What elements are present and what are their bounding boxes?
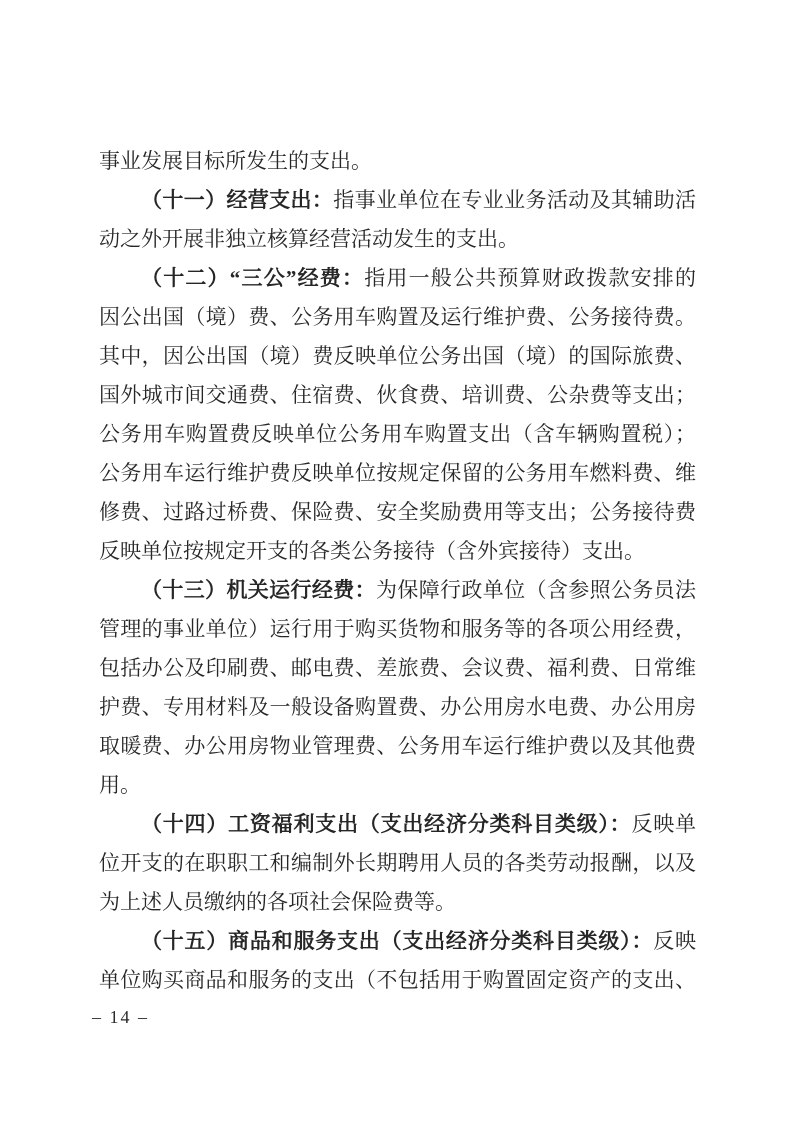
paragraph-text: 指事业单位在专业业务活动及其辅助活 xyxy=(333,188,696,212)
paragraph-text: 国外城市间交通费、住宿费、伙食费、培训费、公杂费等支出； xyxy=(99,383,696,407)
text-line xyxy=(99,259,696,298)
paragraph-text: 包括办公及印刷费、邮电费、差旅费、会议费、福利费、日常维 xyxy=(99,656,696,680)
text-line xyxy=(99,181,696,220)
text-line xyxy=(99,922,696,961)
paragraph-heading: （十二）“三公”经费： xyxy=(141,266,365,290)
paragraph-heading: （十四）工资福利支出（支出经济分类科目类级）： xyxy=(141,812,632,836)
paragraph-text: 取暖费、办公用房物业管理费、公务用车运行维护费以及其他费 xyxy=(99,734,696,758)
document-body xyxy=(99,142,696,1000)
paragraph-text: 公务用车运行维护费反映单位按规定保留的公务用车燃料费、维 xyxy=(99,461,696,485)
text-line xyxy=(99,493,696,532)
paragraph-text: 反映单 xyxy=(631,812,696,836)
text-line xyxy=(99,571,696,610)
paragraph-text: 动之外开展非独立核算经营活动发生的支出。 xyxy=(99,227,519,251)
paragraph-text: 为保障行政单位（含参照公务员法 xyxy=(375,578,696,602)
paragraph-heading: （十三）机关运行经费： xyxy=(141,578,376,602)
text-line xyxy=(99,805,696,844)
text-line xyxy=(99,727,696,766)
paragraph-text: 其中，因公出国（境）费反映单位公务出国（境）的国际旅费、 xyxy=(99,344,696,368)
text-line xyxy=(99,961,696,1000)
text-line xyxy=(99,649,696,688)
text-line xyxy=(99,337,696,376)
paragraph-text: 单位购买商品和服务的支出（不包括用于购置固定资产的支出、 xyxy=(99,968,696,992)
text-line xyxy=(99,220,696,259)
text-line xyxy=(99,415,696,454)
paragraph-text: 因公出国（境）费、公务用车购置及运行维护费、公务接待费。 xyxy=(99,305,696,329)
paragraph-text: 反映 xyxy=(653,929,696,953)
paragraph-text: 指用一般公共预算财政拨款安排的 xyxy=(364,266,696,290)
paragraph-text: 为上述人员缴纳的各项社会保险费等。 xyxy=(99,890,456,914)
paragraph-heading: （十一）经营支出： xyxy=(141,188,334,212)
text-line xyxy=(99,766,696,805)
text-line xyxy=(99,454,696,493)
text-line xyxy=(99,142,696,181)
paragraph-text: 修费、过路过桥费、保险费、安全奖励费用等支出；公务接待费 xyxy=(99,500,696,524)
text-line xyxy=(99,532,696,571)
text-line xyxy=(99,610,696,649)
paragraph-text: 管理的事业单位）运行用于购买货物和服务等的各项公用经费， xyxy=(99,617,696,641)
paragraph-text: 用。 xyxy=(99,773,141,797)
paragraph-text: 反映单位按规定开支的各类公务接待（含外宾接待）支出。 xyxy=(99,539,645,563)
paragraph-text: 事业发展目标所发生的支出。 xyxy=(99,149,372,173)
page-number: – 14 – xyxy=(92,1007,149,1027)
text-line xyxy=(99,298,696,337)
paragraph-text: 公务用车购置费反映单位公务用车购置支出（含车辆购置税）； xyxy=(99,422,696,446)
paragraph-text: 护费、专用材料及一般设备购置费、办公用房水电费、办公用房 xyxy=(99,695,696,719)
text-line xyxy=(99,883,696,922)
text-line xyxy=(99,688,696,727)
paragraph-heading: （十五）商品和服务支出（支出经济分类科目类级）： xyxy=(141,929,654,953)
paragraph-text: 位开支的在职职工和编制外长期聘用人员的各类劳动报酬，以及 xyxy=(99,851,696,875)
text-line xyxy=(99,376,696,415)
text-line xyxy=(99,844,696,883)
